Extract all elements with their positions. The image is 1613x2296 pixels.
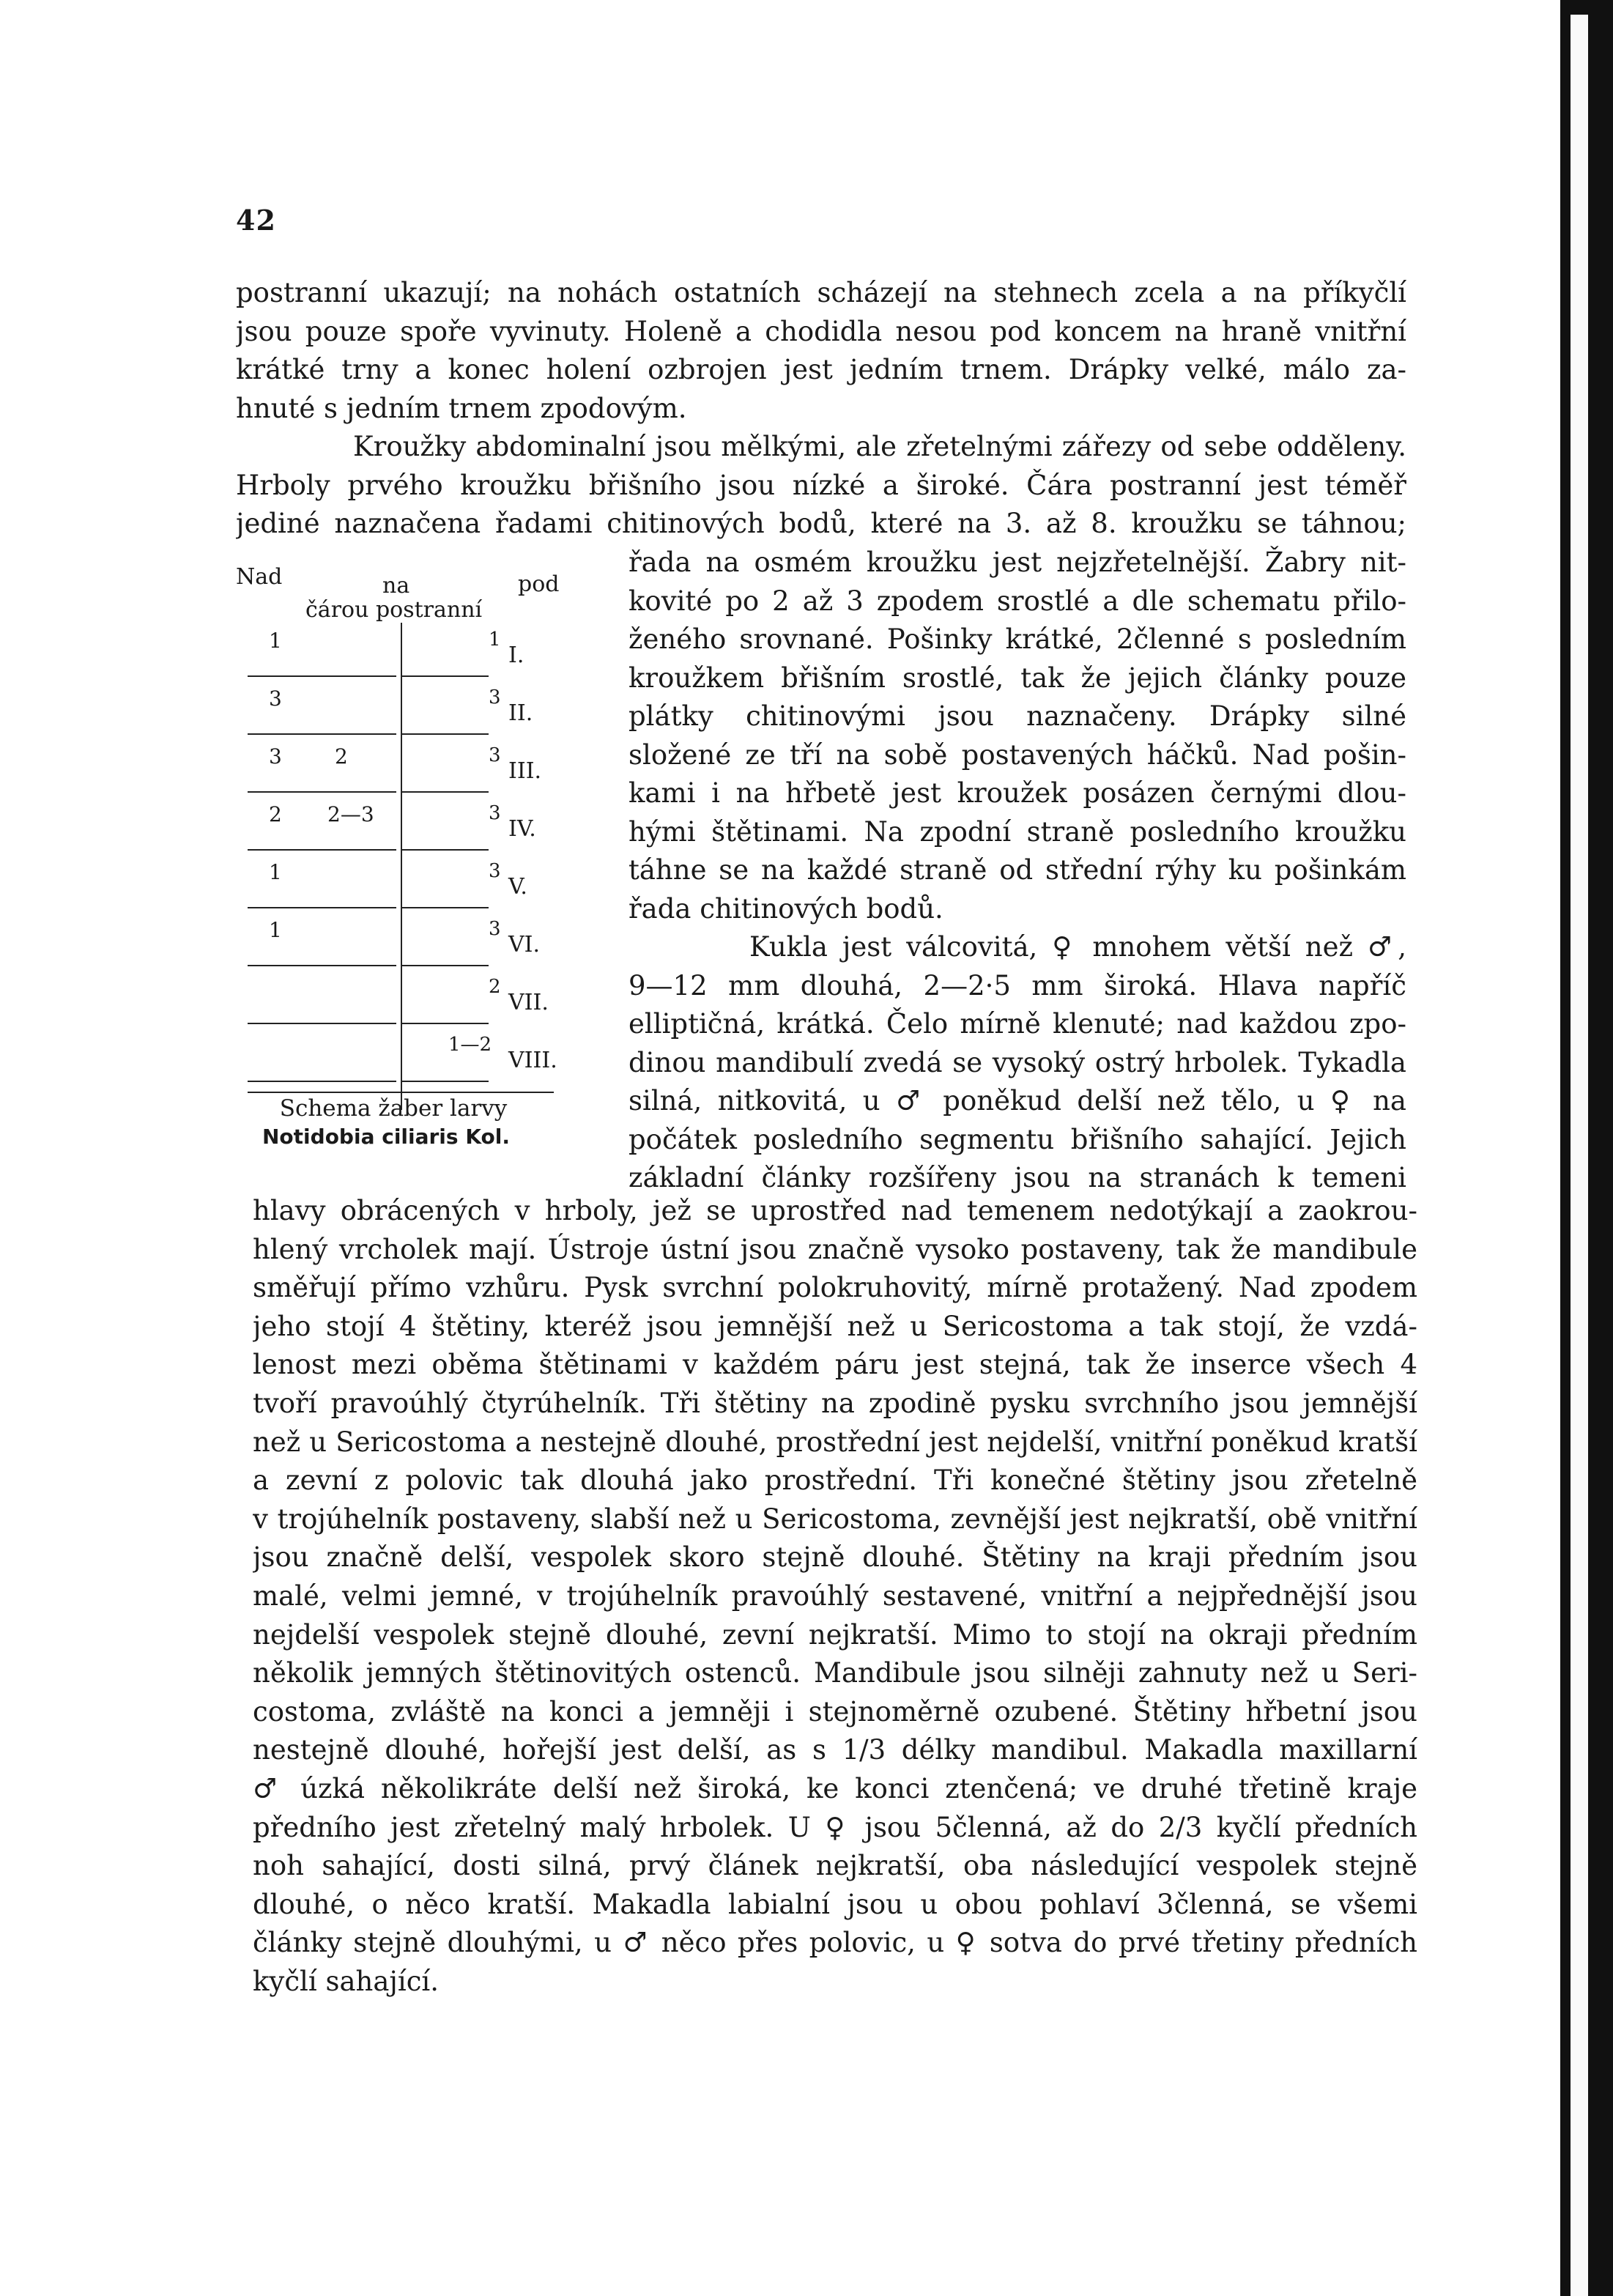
text-line: než u Sericostoma a nestejně dlouhé, prostřední jest nejdelší, vnitřní poněkud kratší [253,1426,1417,1458]
text-line: nestejně dlouhé, hořejší jest delší, as s 1/3 délky mandibul. Makadla maxillarní [253,1734,1417,1766]
text-line: malé, velmi jemné, v trojúhelník pravoúhlý sestavené, vnitřní a nejpřednější jsou [253,1580,1417,1612]
schema-row-rule-right [401,965,489,966]
scan-border-inner [1571,15,1588,2296]
text-line: dinou mandibulí zvedá se vysoký ostrý hrbolek. Tykadla [628,1046,1406,1078]
gill-schema [236,564,566,1172]
schema-cell-nad: 3 [269,686,282,711]
schema-lateral-line [401,623,402,1110]
text-line: složené ze tří na sobě postavených háčků. Nad pošin- [628,738,1406,771]
text-line: elliptičná, krátká. Čelo mírně klenuté; nad každou zpo- [628,1008,1406,1040]
text-line: Hrboly prvého kroužku břišního jsou nízké a široké. Čára postranní jest téměř [236,469,1406,501]
text-line: několik jemných štětinovitých ostenců. Mandibule jsou silněji zahnuty než u Seri- [253,1657,1417,1689]
text-line: jsou značně delší, vespolek skoro stejně dlouhé. Štětiny na kraji předním jsou [253,1541,1417,1574]
schema-cell-pod: 1 [489,629,501,651]
schema-row-rule [248,849,396,851]
text-line: nejdelší vespolek stejně dlouhé, zevní nejkratší. Mimo to stojí na okraji předním [253,1618,1417,1651]
text-line: ženého srovnané. Pošinky krátké, 2členné s posledním [628,623,1406,655]
text-line: směřují přímo vzhůru. Pysk svrchní polokruhovitý, mírně protažený. Nad zpodem [253,1272,1417,1304]
schema-segment-number: VI. [508,932,541,958]
text-line: lenost mezi oběma štětinami v každém páru jest stejná, tak že inserce všech 4 [253,1349,1417,1381]
text-line: základní články rozšířeny jsou na stranách k temeni [628,1162,1406,1193]
schema-cell-na: 2—3 [327,802,374,826]
schema-cell-pod: 3 [489,860,501,882]
text-line: táhne se na každé straně od střední rýhy ku pošinkám [628,854,1406,886]
text-line: jsou pouze spoře vyvinuty. Holeně a chodidla nesou pod koncem na hraně vnitřní [236,315,1406,347]
schema-segment-number: VII. [508,990,549,1015]
schema-row-rule-right [401,733,489,735]
schema-cell-pod: 3 [489,802,501,824]
text-line: kovité po 2 až 3 zpodem srostlé a dle schematu přilo- [628,585,1406,617]
text-line: v trojúhelník postaveny, slabší než u Sericostoma, zevnější jest nejkratší, obě vnitřní [253,1503,1417,1535]
text-line: hými štětinami. Na zpodní straně posledního kroužku [628,815,1406,848]
schema-caption-1: Schema žaber larvy [279,1095,508,1122]
schema-row-rule-right [401,1081,489,1082]
schema-segment-number: III. [508,758,542,784]
schema-segment-number: II. [508,700,533,726]
schema-row-rule-right [401,791,489,793]
schema-cell-na: 2 [335,744,348,769]
schema-bottom-rule [248,1092,554,1093]
text-line: jediné naznačena řadami chitinových bodů, které na 3. až 8. kroužku se táhnou; [236,508,1406,539]
text-line: hnuté s jedním trnem zpodovým. [236,392,687,424]
text-line: řada na osmém kroužku jest nejzřetelnější. Žabry nit- [628,547,1406,578]
text-line: 9—12 mm dlouhá, 2—2·5 mm široká. Hlava napříč [628,969,1406,1001]
text-line: předního jest zřetelný malý hrbolek. U ♀ jsou 5členná, až do 2/3 kyčlí předních [253,1811,1417,1843]
schema-cell-pod: 3 [489,744,501,766]
schema-row-rule-right [401,849,489,851]
page-number: 42 [236,204,276,237]
schema-cell-pod: 1—2 [448,1034,492,1056]
text-line: řada chitinových bodů. [628,892,943,925]
schema-cell-nad: 1 [269,918,282,942]
schema-header-carou: čárou postranní [305,597,483,623]
schema-row-rule [248,675,396,677]
text-line: tvoří pravoúhlý čtyrúhelník. Tři štětiny na zpodině pysku svrchního jsou jemnější [253,1388,1417,1419]
text-line: Kroužky abdominalní jsou mělkými, ale zřetelnými zářezy od sebe odděleny. [353,431,1406,462]
schema-header-na: na [382,573,410,599]
schema-row-rule [248,907,396,908]
text-line: hlavy obrácených v hrboly, jež se uprostřed nad temenem nedotýkají a zaokrou- [253,1195,1417,1226]
schema-cell-pod: 2 [489,976,501,998]
schema-segment-number: IV. [508,816,536,842]
schema-row-rule [248,733,396,735]
text-line: články stejně dlouhými, u ♂ něco přes polovic, u ♀ sotva do prvé třetiny předních [253,1927,1417,1959]
schema-cell-nad: 3 [269,744,282,769]
schema-segment-number: I. [508,642,524,668]
schema-row-rule [248,1023,396,1024]
text-line: silná, nitkovitá, u ♂ poněkud delší než tělo, u ♀ na [628,1085,1406,1116]
text-line: počátek posledního segmentu břišního sahající. Jejich [628,1123,1406,1155]
text-line: plátky chitinovými jsou naznačeny. Drápky silné [628,700,1406,732]
schema-cell-pod: 3 [489,686,501,708]
text-line: jeho stojí 4 štětiny, kteréž jsou jemnější než u Sericostoma a tak stojí, že vzdá- [253,1310,1417,1342]
text-line: kami i na hřbetě jest kroužek posázen černými dlou- [628,777,1406,809]
schema-row-rule [248,965,396,966]
text-line: noh sahající, dosti silná, prvý článek nejkratší, oba následující vespolek stejně [253,1850,1417,1882]
text-line: ♂ úzká několikráte delší než široká, ke konci ztenčená; ve druhé třetině kraje [253,1773,1417,1804]
text-line: krátké trny a konec holení ozbrojen jest jedním trnem. Drápky velké, málo za- [236,354,1406,385]
schema-header-nad: Nad [236,564,283,590]
schema-row-rule [248,791,396,793]
schema-segment-number: VIII. [508,1048,557,1073]
schema-segment-number: V. [508,874,527,900]
schema-row-rule [248,1081,396,1082]
schema-cell-nad: 1 [269,629,282,653]
schema-cell-nad: 2 [269,802,282,826]
text-line: hlený vrcholek mají. Ústroje ústní jsou značně vysoko postaveny, tak že mandibule [253,1233,1417,1265]
text-line: kyčlí sahající. [253,1966,440,1997]
text-line: postranní ukazují; na nohách ostatních scházejí na stehnech zcela a na příkyčlí [236,277,1406,308]
text-line: costoma, zvláště na konci a jemněji i stejnoměrně ozubené. Štětiny hřbetní jsou [253,1695,1417,1727]
schema-cell-nad: 1 [269,860,282,884]
schema-row-rule-right [401,675,489,677]
text-line: a zevní z polovic tak dlouhá jako prostřední. Tři konečné štětiny jsou zřetelně [253,1464,1417,1497]
schema-caption-2: Notidobia ciliaris Kol. [262,1125,510,1149]
schema-row-rule-right [401,1023,489,1024]
text-line: kroužkem břišním srostlé, tak že jejich články pouze [628,662,1406,694]
text-line: Kukla jest válcovitá, ♀ mnohem větší než ♂, [749,931,1406,963]
schema-header-pod: pod [518,571,560,597]
schema-row-rule-right [401,907,489,908]
schema-cell-pod: 3 [489,918,501,940]
text-line: dlouhé, o něco kratší. Makadla labialní jsou u obou pohlaví 3členná, se všemi [253,1888,1417,1920]
